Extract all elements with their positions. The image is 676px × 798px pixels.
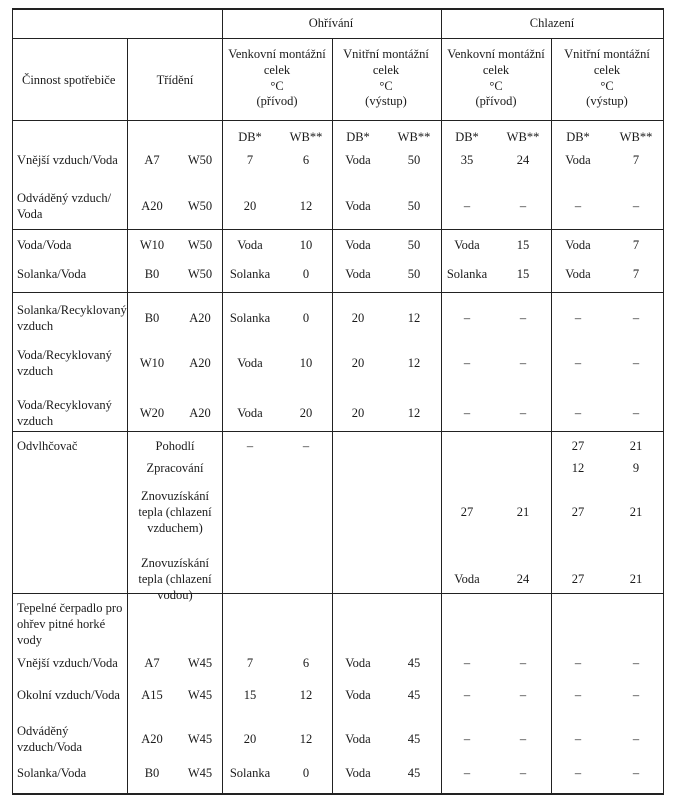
cool-outdoor-header-l1: Venkovní montážní [447,47,545,61]
row-class-code: A20 [141,199,163,213]
row-value: 7 [632,153,640,167]
row-value: – [519,199,527,213]
cool-indoor-header-l2: celek [593,63,621,77]
row-value: 12 [407,406,421,420]
row-value: 15 [516,267,530,281]
row-value: – [302,439,310,453]
row-activity: vzduch [17,364,54,378]
cool-indoor-header-l3: °C [600,79,614,93]
row-class-code: W10 [139,356,165,370]
row-value: Solanka [229,267,271,281]
rule-right [663,8,664,795]
row-value: – [519,656,527,670]
row-value: – [463,688,471,702]
row-value: – [632,656,640,670]
row-class-code: W10 [139,238,165,252]
heat-indoor-header-l4: (výstup) [365,94,407,108]
row-value: 45 [407,688,421,702]
wb-header: WB** [506,130,540,144]
row-activity: vzduch [17,414,54,428]
row-value: 0 [302,766,310,780]
row-class-code: W20 [139,406,165,420]
rule-col-3 [332,38,333,795]
row-class-code: W50 [187,238,213,252]
rule-bottom [12,793,664,795]
row-value: – [632,356,640,370]
row-value: Voda [237,406,263,420]
row-value: – [574,732,582,746]
row-value: 15 [243,688,257,702]
db-header: DB* [346,130,370,144]
row-value: 7 [632,267,640,281]
row-value: 21 [629,505,643,519]
row-value: Voda [345,656,371,670]
row-value: 21 [629,572,643,586]
row-class-code: A20 [189,356,211,370]
cool-outdoor-header-l3: °C [489,79,503,93]
row-class-code: B0 [144,267,160,281]
wb-header: WB** [289,130,323,144]
heat-outdoor-header-l3: °C [270,79,284,93]
heat-indoor-header-l3: °C [379,79,393,93]
row-value: – [632,199,640,213]
row-value: 0 [302,311,310,325]
row-mode: Znovuzískání [140,556,210,570]
row-value: 24 [516,572,530,586]
row-class-code: A7 [144,153,160,167]
row-class-code: W50 [187,153,213,167]
row-activity: Tepelné čerpadlo pro [17,601,123,615]
row-value: 20 [243,732,257,746]
rule-section-2 [12,292,664,293]
row-value: Voda [345,199,371,213]
row-value: Voda [454,238,480,252]
row-mode: vzduchem) [147,521,203,535]
row-value: 20 [243,199,257,213]
row-activity: Solanka/Voda [17,766,87,780]
row-activity: Odváděný vzduch/ [17,191,112,205]
row-class-code: A20 [189,311,211,325]
heat-outdoor-header-l4: (přívod) [256,94,298,108]
row-value: Voda [565,153,591,167]
rule-col-1 [127,38,128,795]
row-value: – [632,406,640,420]
row-value: Voda [237,356,263,370]
row-value: – [463,766,471,780]
row-value: 6 [302,656,310,670]
row-value: Voda [454,572,480,586]
row-class-code: A7 [144,656,160,670]
row-value: 21 [629,439,643,453]
group-cooling-header: Chlazení [529,16,575,30]
row-mode: Zpracování [146,461,204,475]
row-value: 24 [516,153,530,167]
row-value: – [574,311,582,325]
row-value: 45 [407,766,421,780]
row-value: 20 [351,406,365,420]
row-value: 7 [246,153,254,167]
row-value: 0 [302,267,310,281]
row-value: 12 [407,356,421,370]
row-activity: Voda/Recyklovaný [17,398,112,412]
row-class-code: W45 [187,766,213,780]
row-value: – [463,199,471,213]
row-value: Voda [345,153,371,167]
row-value: – [519,688,527,702]
row-value: – [519,311,527,325]
row-value: Voda [345,267,371,281]
rule-header-bottom [12,120,664,121]
row-value: 45 [407,656,421,670]
row-value: – [463,732,471,746]
row-value: – [463,406,471,420]
row-class-code: A20 [141,732,163,746]
group-heating-header: Ohřívání [308,16,354,30]
row-value: Voda [345,688,371,702]
row-value: – [632,688,640,702]
row-value: 20 [299,406,313,420]
cool-indoor-header-l1: Vnitřní montážní [564,47,650,61]
row-class-code: A20 [189,406,211,420]
wb-header: WB** [397,130,431,144]
row-class-code: W45 [187,688,213,702]
row-value: – [574,406,582,420]
db-header: DB* [455,130,479,144]
row-value: 15 [516,238,530,252]
rule-col-2 [222,8,223,795]
row-value: 50 [407,153,421,167]
row-value: – [574,766,582,780]
row-value: Voda [345,238,371,252]
row-value: – [632,311,640,325]
row-value: – [519,356,527,370]
row-mode: tepla (chlazení [138,505,212,519]
row-value: 9 [632,461,640,475]
row-mode: Pohodlí [155,439,195,453]
cool-outdoor-header-l2: celek [482,63,510,77]
row-value: 50 [407,267,421,281]
row-value: Voda [345,766,371,780]
row-value: Voda [237,238,263,252]
row-activity: Odvlhčovač [17,439,78,453]
row-value: – [574,656,582,670]
row-value: – [519,766,527,780]
row-class-code: B0 [144,311,160,325]
activity-header: Činnost spotřebiče [22,73,116,87]
rule-left [12,8,13,795]
row-value: 10 [299,238,313,252]
rule-section-3 [12,431,664,432]
row-value: 7 [632,238,640,252]
row-activity: vzduch/Voda [17,740,83,754]
row-class-code: A15 [141,688,163,702]
row-value: 20 [351,311,365,325]
row-value: 7 [246,656,254,670]
rule-group-header [12,38,664,39]
row-class-code: W45 [187,732,213,746]
row-value: 27 [460,505,474,519]
row-value: – [519,732,527,746]
row-activity: vzduch [17,319,54,333]
row-activity: Voda/Recyklovaný [17,348,112,362]
row-value: Solanka [446,267,488,281]
row-value: 12 [299,688,313,702]
row-class-code: B0 [144,766,160,780]
db-header: DB* [566,130,590,144]
wb-header: WB** [619,130,653,144]
row-value: 12 [299,199,313,213]
row-activity: Okolní vzduch/Voda [17,688,120,702]
row-activity: Vnější vzduch/Voda [17,153,118,167]
row-value: 45 [407,732,421,746]
heat-outdoor-header-l1: Venkovní montážní [228,47,326,61]
row-activity: Solanka/Voda [17,267,87,281]
row-value: 12 [299,732,313,746]
row-value: 12 [571,461,585,475]
row-activity: ohřev pitné horké [17,617,106,631]
row-value: 50 [407,238,421,252]
rule-section-4 [12,593,664,594]
row-value: – [632,732,640,746]
rule-section-1 [12,229,664,230]
row-activity: Solanka/Recyklovaný [17,303,127,317]
heat-indoor-header-l2: celek [372,63,400,77]
row-value: 27 [571,572,585,586]
row-class-code: W50 [187,199,213,213]
row-value: 27 [571,439,585,453]
heat-indoor-header-l1: Vnitřní montážní [343,47,429,61]
classification-header: Třídění [156,73,194,87]
row-value: 50 [407,199,421,213]
row-mode: vodou) [157,588,193,602]
row-value: – [574,199,582,213]
rule-col-5 [551,38,552,795]
row-activity: vody [17,633,42,647]
db-header: DB* [238,130,262,144]
row-value: – [519,406,527,420]
row-value: 21 [516,505,530,519]
rule-top [12,8,664,10]
row-value: Voda [345,732,371,746]
row-value: 27 [571,505,585,519]
cool-indoor-header-l4: (výstup) [586,94,628,108]
row-value: – [246,439,254,453]
row-value: 6 [302,153,310,167]
row-value: Solanka [229,311,271,325]
row-mode: tepla (chlazení [138,572,212,586]
row-mode: Znovuzískání [140,489,210,503]
row-value: Voda [565,267,591,281]
row-activity: Voda/Voda [17,238,72,252]
row-value: – [574,356,582,370]
row-class-code: W45 [187,656,213,670]
row-activity: Voda [17,207,43,221]
row-value: 12 [407,311,421,325]
row-value: – [463,311,471,325]
row-activity: Vnější vzduch/Voda [17,656,118,670]
row-activity: Odváděný [17,724,69,738]
row-value: – [574,688,582,702]
row-value: 20 [351,356,365,370]
row-value: – [463,356,471,370]
rule-col-4 [441,8,442,795]
cool-outdoor-header-l4: (přívod) [475,94,517,108]
row-class-code: W50 [187,267,213,281]
row-value: – [632,766,640,780]
row-value: Solanka [229,766,271,780]
row-value: – [463,656,471,670]
row-value: 35 [460,153,474,167]
heat-outdoor-header-l2: celek [263,63,291,77]
row-value: 10 [299,356,313,370]
row-value: Voda [565,238,591,252]
